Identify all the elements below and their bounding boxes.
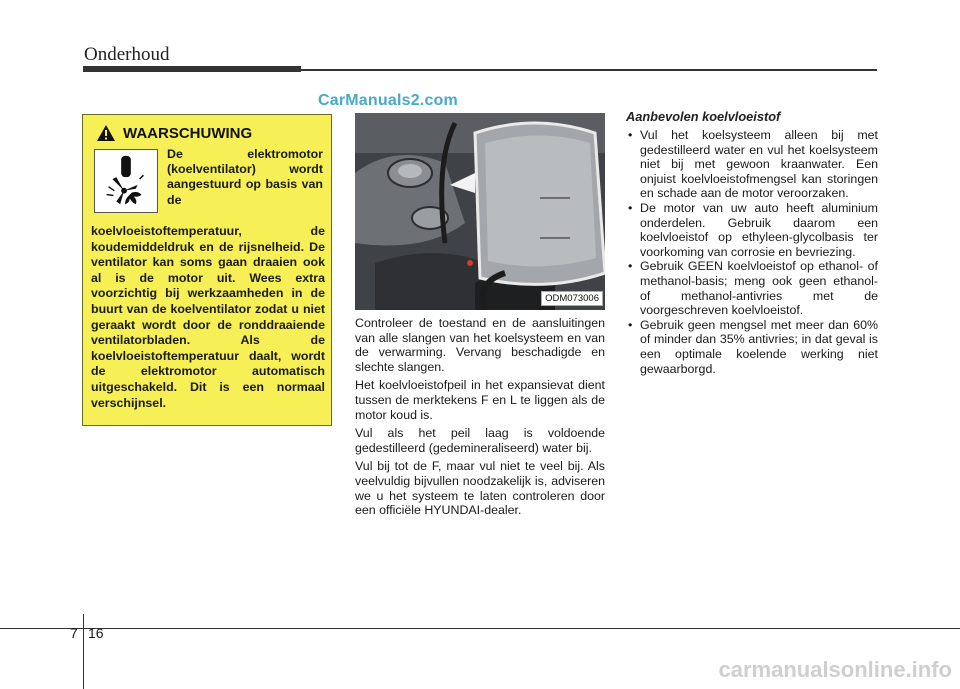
watermark-bottom: carmanualsonline.info xyxy=(718,657,952,682)
paragraph: Vul als het peil laag is voldoende gedestilleerd (gedemineraliseerd) water bij. xyxy=(355,426,605,455)
footer-rule xyxy=(0,628,960,629)
list-item: • Vul het koelsysteem alleen bij met gedestilleerd water en vul het koelsysteem niet bij met gewoon kraanwater. Een onjuist koelvloeistofmengsel kan storingen en schade aan de motor veroorzaken. xyxy=(626,128,878,201)
warning-box xyxy=(82,114,332,426)
right-text-column xyxy=(626,109,878,376)
paragraph: Controleer de toestand en de aansluitingen van alle slangen van het koelsysteem en van de verwarming. Vervang beschadigde en slechte slangen. xyxy=(355,316,605,374)
page-number: 16 xyxy=(88,625,104,641)
photo-code: ODM073006 xyxy=(541,291,603,306)
list-item: • De motor van uw auto heeft aluminium onderdelen. Gebruik daarom een koelvloeistof op ethyleen-glycolbasis ter voorkoming van corrosie en bevriezing. xyxy=(626,201,878,259)
coolant-heading: Aanbevolen koelvloeistof xyxy=(626,109,781,124)
middle-text-column xyxy=(355,316,605,522)
header-rule-thin xyxy=(301,69,877,71)
header-rule-thick xyxy=(83,66,301,72)
footer-divider xyxy=(83,614,84,689)
engine-bay-photo xyxy=(355,113,605,310)
list-item: • Gebruik GEEN koelvloeistof op ethanol- of methanol-basis; meng ook geen ethanol- of methanol-antivries met de voorgeschreven koelvloeistof. xyxy=(626,259,878,317)
coolant-bullet-list xyxy=(626,128,878,376)
watermark-top: CarManuals2.com xyxy=(318,92,458,109)
chapter-number: 7 xyxy=(70,625,78,641)
warning-title: WAARSCHUWING xyxy=(123,125,253,142)
warning-lead-text: De elektromotor (koelventilator) wordt aangestuurd op basis van de xyxy=(167,147,323,207)
paragraph: Het koelvloeistofpeil in het expansievat dient tussen de merktekens F en L te liggen als de motor koud is. xyxy=(355,378,605,422)
warning-body-text: koelvloeistoftemperatuur, de koudemiddeldruk en de rijsnelheid. De ventilator kan soms gaan draaien ook al is de motor uit. Wees extra voorzichtig bij werkzaamheden in de buurt van de koelventilator zodat u niet geraakt wordt door de ronddraaiende ventilatorbladen. Als de koelvloeistoftemperatuur daalt, wordt de elektromotor automatisch uitgeschakeld. Dit is een normaal verschijnsel. xyxy=(91,224,325,410)
paragraph: Vul bij tot de F, maar vul niet te veel bij. Als veelvuldig bijvullen noodzakelijk is, adviseren we u het systeem te laten controleren door een officiële HYUNDAI-dealer. xyxy=(355,459,605,518)
warning-triangle-icon xyxy=(96,124,116,142)
list-item: • Gebruik geen mengsel met meer dan 60% of minder dan 35% antivries; in dat geval is een optimale koelende werking niet gewaarborgd. xyxy=(626,318,878,376)
section-title: Onderhoud xyxy=(84,44,170,65)
fan-hazard-icon xyxy=(94,149,158,213)
